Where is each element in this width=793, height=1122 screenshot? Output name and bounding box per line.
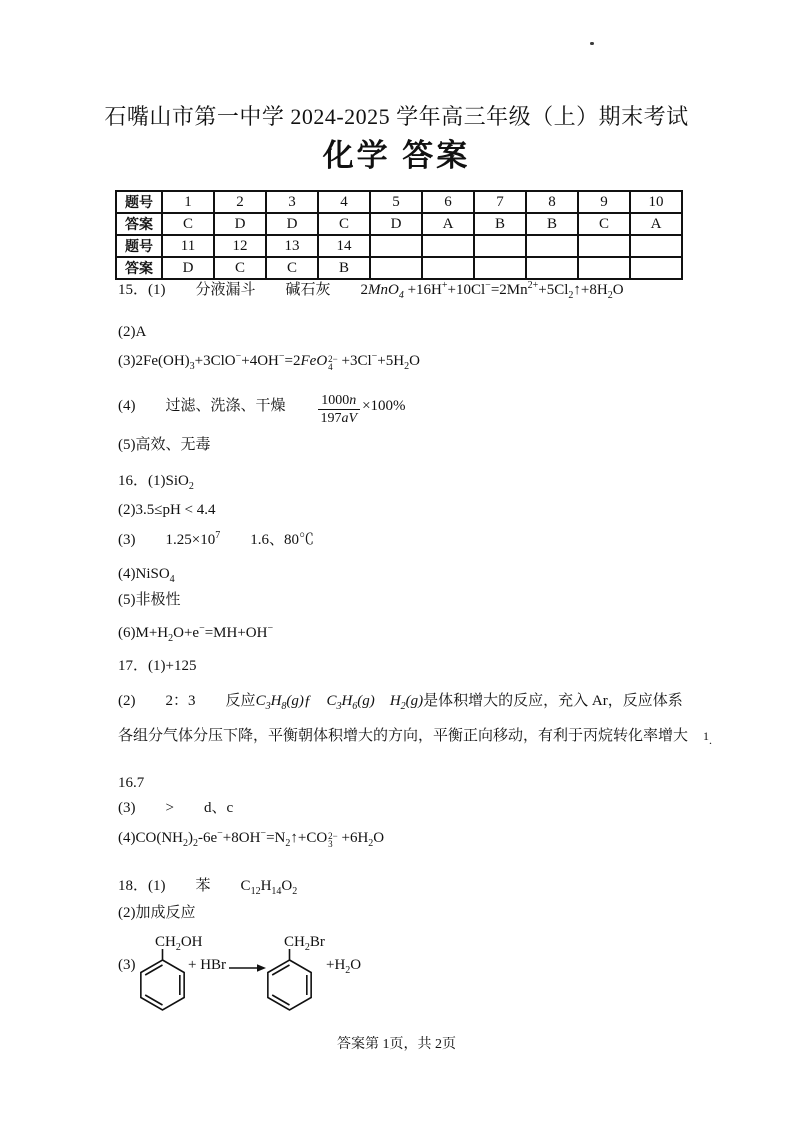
- text-segment: +6H: [337, 830, 369, 846]
- text-segment: 2: [304, 942, 310, 953]
- text-segment: (3): [118, 800, 136, 816]
- answer-cell: 8: [526, 191, 578, 213]
- text-segment: −: [199, 623, 205, 634]
- text-segment: 1000: [321, 393, 350, 408]
- q15-part1: [118, 280, 624, 300]
- text-segment: −: [485, 280, 491, 291]
- text-segment: [688, 728, 703, 744]
- q17-part1: [118, 656, 196, 676]
- reaction-scheme: [118, 930, 368, 1015]
- row-header-cell: 答案: [116, 257, 162, 279]
- text-segment: n: [349, 393, 357, 408]
- answer-cell: 3: [266, 191, 318, 213]
- text-segment: (4)CO(NH: [118, 830, 183, 846]
- answer-cell: 14: [318, 235, 370, 257]
- text-segment: (3): [118, 532, 136, 548]
- text-segment: 2: [368, 838, 374, 849]
- text-segment: =MH+OH: [204, 625, 268, 641]
- text-segment: O: [350, 957, 362, 973]
- answer-cell: C: [578, 213, 630, 235]
- text-segment: −: [267, 623, 274, 634]
- text-segment: O: [409, 353, 420, 369]
- text-segment: O+e: [173, 625, 200, 641]
- text-segment: +8OH: [222, 830, 261, 846]
- text-segment: H: [341, 693, 353, 709]
- text-segment: +5Cl: [538, 282, 569, 298]
- exam-title: 石嘴山市第一中学 2024-2025 学年高三年级（上）期末考试: [104, 104, 689, 129]
- fraction: [318, 392, 361, 427]
- answer-cell: B: [474, 213, 526, 235]
- text-segment: [311, 693, 326, 709]
- answer-cell: 11: [162, 235, 214, 257]
- text-segment: (g): [405, 693, 424, 709]
- text-segment: +3Cl: [337, 353, 372, 369]
- answer-cell: [526, 257, 578, 279]
- text-segment: C: [255, 693, 266, 709]
- q15-part5: [118, 435, 211, 455]
- answer-table: [115, 190, 683, 280]
- text-segment: OH: [180, 934, 203, 950]
- text-segment: (5)非极性: [118, 592, 181, 608]
- text-segment: +: [441, 280, 448, 291]
- text-segment: 2: [568, 290, 574, 301]
- answer-cell: A: [630, 213, 682, 235]
- answer-cell: B: [318, 257, 370, 279]
- text-segment: (g): [357, 693, 375, 709]
- text-segment: 15．(1): [118, 282, 166, 298]
- text-segment: 4: [169, 574, 175, 585]
- q16-part1: [118, 471, 194, 491]
- text-segment: C: [326, 693, 337, 709]
- text-segment: 16．(1)SiO: [118, 473, 189, 489]
- charge-subscript-stack: 2− 4: [328, 354, 338, 372]
- text-segment: FeO: [300, 353, 328, 369]
- q18-part1: [118, 876, 297, 896]
- text-segment: (4): [118, 398, 136, 414]
- text-segment: (4)NiSO: [118, 566, 170, 582]
- answer-cell: [526, 235, 578, 257]
- text-segment: +16H: [403, 282, 442, 298]
- text-segment: d、c: [204, 800, 234, 816]
- text-segment: =2: [284, 353, 301, 369]
- text-segment: H: [270, 693, 282, 709]
- text-segment: −: [278, 351, 285, 362]
- row-header-cell: 题号: [116, 191, 162, 213]
- text-segment: CH: [284, 934, 305, 950]
- text-segment: 197: [320, 411, 342, 426]
- q16-part2: [118, 500, 216, 520]
- text-segment: −: [235, 351, 242, 362]
- text-segment: 4: [398, 290, 404, 301]
- text-segment: (5)高效、无毒: [118, 437, 211, 453]
- q17-part2-line3: [118, 773, 144, 793]
- benzene-ring: [268, 949, 311, 1010]
- q16-part3: [118, 530, 314, 550]
- answer-cell: [474, 257, 526, 279]
- text-segment: O: [373, 830, 385, 846]
- text-segment: .: [709, 733, 713, 747]
- answer-cell: D: [162, 257, 214, 279]
- text-segment: ↑+CO: [290, 830, 328, 846]
- answer-cell: D: [266, 213, 318, 235]
- answer-cell: C: [318, 213, 370, 235]
- page-footer: 答案第 1页，共 2页: [337, 1037, 456, 1052]
- answer-cell: 4: [318, 191, 370, 213]
- row-header-cell: 答案: [116, 213, 162, 235]
- answer-cell: D: [214, 213, 266, 235]
- text-segment: [136, 800, 166, 816]
- text-segment: +4OH: [241, 353, 279, 369]
- text-segment: 1.25×10: [165, 532, 216, 548]
- answer-cell: [578, 235, 630, 257]
- q16-part4: [118, 564, 175, 584]
- text-segment: [136, 693, 166, 709]
- q17-part3: [118, 798, 233, 818]
- q15-part4: [118, 392, 406, 427]
- text-segment: aV: [341, 411, 358, 426]
- text-segment: +H: [326, 957, 346, 973]
- text-segment: 是体积增大的反应，充入 Ar，反应体系: [423, 693, 683, 709]
- text-segment: +3ClO: [194, 353, 236, 369]
- text-segment: [174, 800, 204, 816]
- answer-cell: [422, 257, 474, 279]
- text-segment: 2: [607, 290, 613, 301]
- text-segment: (6)M+H: [118, 625, 169, 641]
- text-segment: 14: [271, 886, 282, 897]
- answer-cell: 6: [422, 191, 474, 213]
- answer-cell: [474, 235, 526, 257]
- text-segment: MnO: [368, 282, 399, 298]
- answer-cell: 7: [474, 191, 526, 213]
- benzene-ring: [141, 949, 184, 1010]
- answer-cell: [370, 257, 422, 279]
- answer-cell: [578, 257, 630, 279]
- text-segment: ×100%: [362, 398, 406, 414]
- text-segment: ): [188, 830, 193, 846]
- text-segment: CH: [155, 934, 176, 950]
- answer-cell: 5: [370, 191, 422, 213]
- text-segment: 1: [703, 729, 710, 743]
- text-segment: [375, 693, 390, 709]
- table-row: [116, 235, 682, 257]
- answer-cell: C: [162, 213, 214, 235]
- text-segment: 3: [189, 361, 195, 372]
- q15-part3: [118, 351, 420, 371]
- text-segment: (3)2Fe(OH): [118, 353, 190, 369]
- answer-cell: B: [526, 213, 578, 235]
- text-segment: 2: [345, 965, 351, 976]
- answer-cell: 1: [162, 191, 214, 213]
- text-segment: 6: [352, 701, 358, 712]
- text-segment: =2Mn: [490, 282, 528, 298]
- text-segment: (2): [118, 693, 136, 709]
- text-segment: 12: [250, 886, 261, 897]
- scan-speck: [590, 42, 594, 45]
- answer-cell: 13: [266, 235, 318, 257]
- text-segment: ↑+8H: [573, 282, 608, 298]
- answer-cell: D: [370, 213, 422, 235]
- q16-part6: [118, 623, 273, 643]
- text-segment: 反应: [225, 693, 256, 709]
- charge-subscript-stack: 2− 3: [328, 831, 338, 849]
- text-segment: 16.7: [118, 775, 145, 791]
- text-segment: O: [612, 282, 624, 298]
- text-segment: 过滤、洗涤、干燥: [135, 398, 316, 414]
- q17-part2-line2: [118, 726, 712, 746]
- text-segment: 2: [188, 481, 194, 492]
- text-segment: 2: [360, 282, 369, 298]
- q18-part2: [118, 903, 196, 923]
- text-segment: 2+: [527, 280, 539, 291]
- table-row: [116, 213, 682, 235]
- text-segment: 各组分气体分压下降，平衡朝体积增大的方向，平衡正向移动，有利于丙烷转化率增大: [118, 728, 689, 744]
- text-segment: −: [260, 828, 267, 839]
- text-segment: [166, 878, 196, 894]
- row-header-cell: 题号: [116, 235, 162, 257]
- text-segment: 18．(1): [118, 878, 166, 894]
- table-row: [116, 257, 682, 279]
- text-segment: + HBr: [188, 957, 227, 973]
- text-segment: (2)A: [118, 324, 147, 340]
- text-segment: H: [389, 693, 401, 709]
- text-segment: +5H: [377, 353, 405, 369]
- answer-cell: 9: [578, 191, 630, 213]
- text-segment: 3: [336, 701, 342, 712]
- q15-part2: [118, 322, 146, 342]
- text-segment: 苯: [195, 878, 211, 894]
- text-segment: H: [260, 878, 272, 894]
- text-segment: -6e: [198, 830, 218, 846]
- answer-cell: C: [266, 257, 318, 279]
- text-segment: 2: [168, 633, 174, 644]
- text-segment: (2)加成反应: [118, 905, 196, 921]
- answer-cell: [630, 235, 682, 257]
- text-segment: [136, 532, 166, 548]
- text-segment: 7: [215, 530, 221, 541]
- text-segment: −: [217, 828, 223, 839]
- text-segment: Br: [309, 934, 325, 950]
- answer-cell: C: [214, 257, 266, 279]
- subject-title: 化学 答案: [322, 138, 471, 173]
- text-segment: [220, 532, 250, 548]
- answer-cell: A: [422, 213, 474, 235]
- text-segment: 2: [285, 838, 291, 849]
- text-segment: (g): [286, 693, 304, 709]
- text-segment: [196, 693, 226, 709]
- answer-cell: 12: [214, 235, 266, 257]
- text-segment: [211, 878, 241, 894]
- text-segment: (3): [118, 957, 136, 973]
- text-segment: O: [281, 878, 293, 894]
- text-segment: 1.6、80℃: [250, 532, 315, 548]
- q17-part4: [118, 828, 384, 848]
- text-segment: 分液漏斗 碱石灰: [165, 282, 361, 298]
- text-segment: 8: [281, 701, 287, 712]
- answer-cell: 10: [630, 191, 682, 213]
- text-segment: 3: [265, 701, 271, 712]
- reaction-arrow-icon: [229, 964, 266, 972]
- answer-cell: [370, 235, 422, 257]
- text-segment: 2：3: [165, 693, 196, 709]
- text-segment: 2: [183, 838, 188, 849]
- answer-cell: 2: [214, 191, 266, 213]
- text-segment: 2: [292, 886, 298, 897]
- q17-part2-line1: [118, 691, 683, 711]
- text-segment: 2: [404, 361, 410, 372]
- table-row: [116, 191, 682, 213]
- text-segment: 2: [175, 942, 181, 953]
- text-segment: +10Cl: [447, 282, 486, 298]
- q16-part5: [118, 590, 181, 610]
- text-segment: −: [371, 351, 378, 362]
- text-segment: (2)3.5≤pH < 4.4: [118, 502, 216, 518]
- text-segment: =N: [266, 830, 286, 846]
- text-segment: 2: [193, 838, 198, 849]
- text-segment: ƒ: [303, 693, 312, 709]
- answer-cell: [422, 235, 474, 257]
- text-segment: C: [240, 878, 251, 894]
- text-segment: 17．(1)+125: [118, 658, 197, 674]
- text-segment: 2: [400, 701, 406, 712]
- answer-cell: [630, 257, 682, 279]
- text-segment: >: [165, 800, 174, 816]
